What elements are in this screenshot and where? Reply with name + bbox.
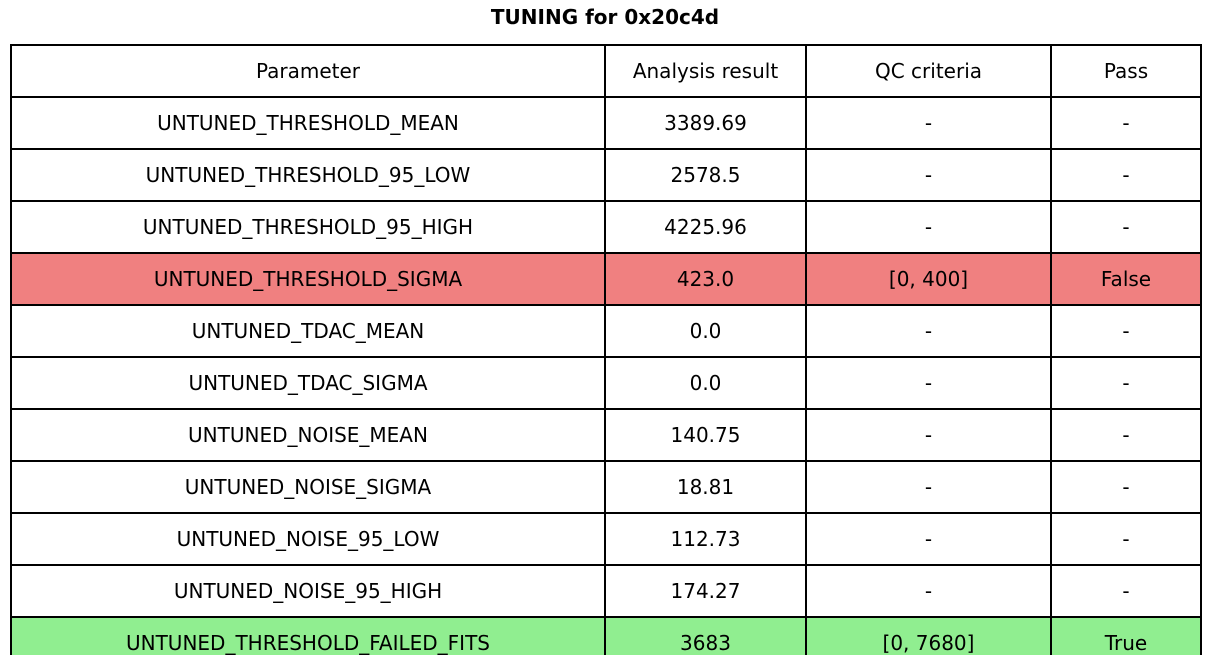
table-row xyxy=(11,409,1201,461)
parameter-cell: UNTUNED_THRESHOLD_95_HIGH xyxy=(11,201,605,253)
analysis-result-cell: 18.81 xyxy=(605,461,806,513)
qc-criteria-cell: [0, 7680] xyxy=(806,617,1051,655)
analysis-result-cell: 112.73 xyxy=(605,513,806,565)
table-row xyxy=(11,305,1201,357)
qc-criteria-cell: - xyxy=(806,513,1051,565)
pass-cell: - xyxy=(1051,357,1201,409)
pass-cell: - xyxy=(1051,305,1201,357)
pass-cell: True xyxy=(1051,617,1201,655)
qc-criteria-cell: - xyxy=(806,305,1051,357)
pass-cell: - xyxy=(1051,201,1201,253)
qc-criteria-cell: - xyxy=(806,357,1051,409)
analysis-result-cell: 2578.5 xyxy=(605,149,806,201)
table-row xyxy=(11,565,1201,617)
table-row xyxy=(11,461,1201,513)
pass-cell: - xyxy=(1051,565,1201,617)
qc-criteria-cell: - xyxy=(806,97,1051,149)
analysis-result-cell: 0.0 xyxy=(605,305,806,357)
tuning-qc-table xyxy=(10,44,1202,655)
qc-criteria-cell: - xyxy=(806,201,1051,253)
pass-cell: False xyxy=(1051,253,1201,305)
parameter-cell: UNTUNED_TDAC_SIGMA xyxy=(11,357,605,409)
table-row xyxy=(11,201,1201,253)
parameter-cell: UNTUNED_THRESHOLD_MEAN xyxy=(11,97,605,149)
qc-criteria-cell: - xyxy=(806,565,1051,617)
analysis-result-cell: 3683 xyxy=(605,617,806,655)
table-row xyxy=(11,357,1201,409)
analysis-result-cell: 174.27 xyxy=(605,565,806,617)
analysis-result-cell: 140.75 xyxy=(605,409,806,461)
parameter-cell: UNTUNED_NOISE_MEAN xyxy=(11,409,605,461)
qc-criteria-cell: - xyxy=(806,461,1051,513)
table-row xyxy=(11,513,1201,565)
qc-criteria-cell: - xyxy=(806,409,1051,461)
pass-cell: - xyxy=(1051,149,1201,201)
analysis-result-cell: 0.0 xyxy=(605,357,806,409)
parameter-cell: UNTUNED_NOISE_95_LOW xyxy=(11,513,605,565)
pass-cell: - xyxy=(1051,97,1201,149)
table-row xyxy=(11,149,1201,201)
parameter-cell: UNTUNED_THRESHOLD_95_LOW xyxy=(11,149,605,201)
column-header-qc-criteria: QC criteria xyxy=(806,45,1051,97)
figure-title: TUNING for 0x20c4d xyxy=(490,5,720,29)
parameter-cell: UNTUNED_TDAC_MEAN xyxy=(11,305,605,357)
table-row xyxy=(11,617,1201,655)
parameter-cell: UNTUNED_NOISE_95_HIGH xyxy=(11,565,605,617)
table-row xyxy=(11,253,1201,305)
qc-criteria-cell: [0, 400] xyxy=(806,253,1051,305)
parameter-cell: UNTUNED_NOISE_SIGMA xyxy=(11,461,605,513)
analysis-result-cell: 4225.96 xyxy=(605,201,806,253)
header-row xyxy=(11,45,1201,97)
column-header-parameter: Parameter xyxy=(11,45,605,97)
qc-criteria-cell: - xyxy=(806,149,1051,201)
table-row xyxy=(11,97,1201,149)
pass-cell: - xyxy=(1051,513,1201,565)
pass-cell: - xyxy=(1051,409,1201,461)
parameter-cell: UNTUNED_THRESHOLD_FAILED_FITS xyxy=(11,617,605,655)
column-header-pass: Pass xyxy=(1051,45,1201,97)
parameter-cell: UNTUNED_THRESHOLD_SIGMA xyxy=(11,253,605,305)
pass-cell: - xyxy=(1051,461,1201,513)
analysis-result-cell: 423.0 xyxy=(605,253,806,305)
column-header-analysis-result: Analysis result xyxy=(605,45,806,97)
analysis-result-cell: 3389.69 xyxy=(605,97,806,149)
